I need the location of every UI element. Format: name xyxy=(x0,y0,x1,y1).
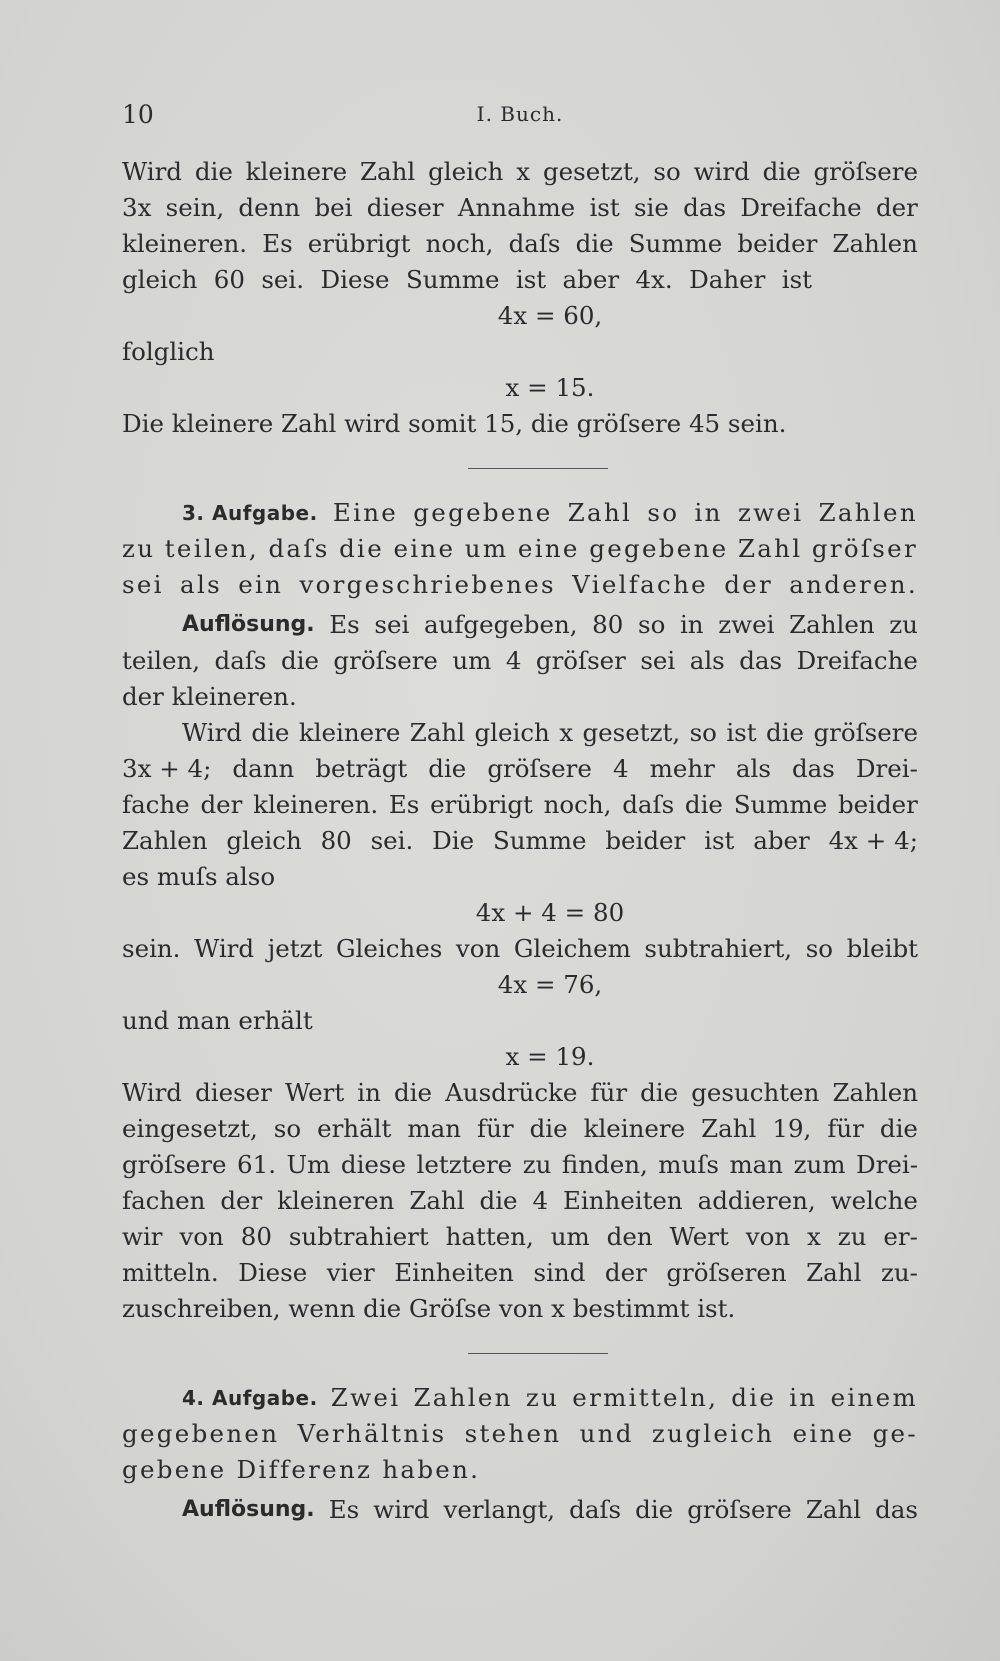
word: Zahl xyxy=(360,157,416,186)
word: zwei xyxy=(718,610,775,639)
word: 4 xyxy=(505,646,522,675)
word: von xyxy=(455,934,501,963)
word: zu xyxy=(837,1222,867,1251)
word: aber xyxy=(562,265,620,294)
word: Vielfache xyxy=(572,570,708,599)
word: wird xyxy=(373,1495,430,1524)
word: sein. xyxy=(122,934,181,963)
text-line xyxy=(122,1219,918,1255)
word: Wert xyxy=(284,1078,345,1107)
word: als xyxy=(180,570,222,599)
word: so xyxy=(653,157,681,186)
word: Wird xyxy=(194,934,255,963)
word: gröſsere xyxy=(813,157,918,186)
word: eine xyxy=(792,1419,855,1448)
word: ist xyxy=(704,826,735,855)
word: einem xyxy=(830,1383,918,1412)
word: vorgeschriebenes xyxy=(299,570,556,599)
word: von xyxy=(745,1222,791,1251)
word: 61. xyxy=(237,1150,276,1179)
word: Zahlen xyxy=(832,229,918,258)
text-line: folglich xyxy=(122,337,215,366)
word: subtrahiert xyxy=(288,1222,429,1251)
word: zu xyxy=(889,610,918,639)
task-heading-line xyxy=(122,495,918,531)
word: daſs xyxy=(268,534,330,563)
text-line xyxy=(122,643,918,679)
word: die xyxy=(251,718,290,747)
word: ist xyxy=(726,718,757,747)
word: Zahlen xyxy=(789,610,875,639)
word: kleinere xyxy=(245,157,348,186)
word: gesetzt, xyxy=(542,157,641,186)
word: die xyxy=(280,646,319,675)
task-heading-line xyxy=(122,1380,918,1416)
word: Zahl xyxy=(409,718,466,747)
word: man xyxy=(407,1114,461,1143)
word: subtrahiert, xyxy=(644,934,793,963)
word: 19, xyxy=(772,1114,812,1143)
word: das xyxy=(791,754,835,783)
page-number: 10 xyxy=(122,100,154,129)
text-line: der kleineren. xyxy=(122,682,297,711)
equation: 4x = 76, xyxy=(497,970,603,999)
word: die xyxy=(879,1114,918,1143)
word: hatten, xyxy=(445,1222,534,1251)
word: Die xyxy=(432,826,475,855)
word: Es xyxy=(329,610,360,639)
word: bleibt xyxy=(846,934,918,963)
word: Zwei xyxy=(330,1383,401,1412)
word: stehen xyxy=(464,1419,562,1448)
word: dann xyxy=(232,754,295,783)
word: fachen xyxy=(122,1186,206,1215)
word: gegebene xyxy=(589,534,729,563)
word: zum xyxy=(793,1150,846,1179)
word: Zahlen xyxy=(832,1078,918,1107)
word: Wird xyxy=(182,718,242,747)
word: um xyxy=(464,534,509,563)
word: Eine xyxy=(332,498,399,527)
word: Zahl xyxy=(805,1495,862,1524)
word: 4 xyxy=(532,1186,549,1215)
word: das xyxy=(875,1495,918,1524)
word: zu xyxy=(522,1150,552,1179)
word: daſs xyxy=(622,790,675,819)
word: Um xyxy=(286,1150,331,1179)
word: in xyxy=(679,610,704,639)
word: gesetzt, xyxy=(582,718,681,747)
word: daſs xyxy=(214,646,267,675)
solution-heading-line xyxy=(122,1492,918,1528)
word: aber xyxy=(753,826,810,855)
word: kleineren. xyxy=(122,229,248,258)
equation: 4x = 60, xyxy=(497,301,603,330)
word: anderen. xyxy=(789,570,918,599)
word: sei. xyxy=(370,826,414,855)
word: beider xyxy=(837,790,918,819)
text-line xyxy=(122,1111,918,1147)
word: der xyxy=(604,1258,647,1287)
word: gleich xyxy=(122,265,198,294)
word: dieser xyxy=(366,193,444,222)
word: Summe xyxy=(405,265,500,294)
word: fache xyxy=(122,790,190,819)
word: Diese xyxy=(238,1258,308,1287)
task-label: 4. Aufgabe. xyxy=(182,1386,318,1410)
word: Summe xyxy=(492,826,587,855)
word: addieren, xyxy=(697,1186,816,1215)
word: Summe xyxy=(733,790,828,819)
word: kleinere xyxy=(298,718,401,747)
word: 80 xyxy=(592,610,624,639)
word: zu xyxy=(525,1383,560,1412)
word: die xyxy=(575,229,614,258)
word: ist xyxy=(515,265,547,294)
word: den xyxy=(606,1222,653,1251)
word: sei xyxy=(122,570,164,599)
word: als xyxy=(689,646,725,675)
word: gleich xyxy=(474,718,550,747)
word: bei xyxy=(314,193,353,222)
word: beider xyxy=(737,229,818,258)
word: 4x + 4; xyxy=(828,826,918,855)
text-line xyxy=(122,931,918,967)
word: ist xyxy=(589,193,620,222)
text-line xyxy=(122,1183,918,1219)
word: teilen, xyxy=(122,646,201,675)
word: gesuchten xyxy=(691,1078,820,1107)
word: sei xyxy=(640,646,676,675)
word: erübrigt xyxy=(307,229,411,258)
word: gröſsere xyxy=(687,1495,792,1524)
word: wir xyxy=(122,1222,163,1251)
word: und xyxy=(579,1419,634,1448)
word: eingesetzt, xyxy=(122,1114,258,1143)
word: gegebene xyxy=(413,498,553,527)
word: so xyxy=(689,718,717,747)
equation: 4x + 4 = 80 xyxy=(475,898,625,927)
text-line xyxy=(122,531,918,567)
word: Dreifache xyxy=(740,193,862,222)
word: um xyxy=(550,1222,590,1251)
text-line xyxy=(122,1147,918,1183)
word: das xyxy=(683,193,727,222)
word: welche xyxy=(830,1186,918,1215)
word: der xyxy=(875,193,918,222)
word: Einheiten xyxy=(394,1258,514,1287)
word: 3x + 4; xyxy=(122,754,212,783)
word: Drei- xyxy=(856,1150,918,1179)
equation: x = 19. xyxy=(505,1042,595,1071)
word: die xyxy=(731,1383,777,1412)
word: Drei- xyxy=(855,754,918,783)
word: die xyxy=(640,1078,679,1107)
word: Zahlen xyxy=(818,498,918,527)
word: Es xyxy=(328,1495,360,1524)
word: jetzt xyxy=(267,934,323,963)
solution-label: Auflösung. xyxy=(182,612,315,637)
word: gleich xyxy=(226,826,302,855)
word: Daher xyxy=(689,265,766,294)
text-line xyxy=(122,751,918,787)
word: gröſsere xyxy=(813,718,918,747)
word: das xyxy=(739,646,783,675)
word: zugleich xyxy=(651,1419,775,1448)
section-divider xyxy=(468,1353,608,1354)
word: Wert xyxy=(669,1222,729,1251)
word: in xyxy=(789,1383,818,1412)
word: Annahme xyxy=(457,193,576,222)
word: mitteln. xyxy=(122,1258,219,1287)
word: die xyxy=(339,534,384,563)
word: finden, xyxy=(561,1150,648,1179)
text-line xyxy=(122,715,918,751)
text-line xyxy=(122,1075,918,1111)
word: 3x xyxy=(122,193,152,222)
text-line: und man erhält xyxy=(122,1006,313,1035)
word: denn xyxy=(238,193,301,222)
word: x xyxy=(516,157,531,186)
page-body xyxy=(122,154,918,1528)
word: in xyxy=(357,1078,381,1107)
solution-heading-line xyxy=(122,607,918,643)
word: so xyxy=(273,1114,302,1143)
task-label: 3. Aufgabe. xyxy=(182,501,318,525)
word: Zahl xyxy=(409,1186,465,1215)
word: ermitteln, xyxy=(572,1383,719,1412)
text-line xyxy=(122,567,918,603)
text-line: es muſs also xyxy=(122,862,276,891)
text-line xyxy=(122,262,812,298)
word: der xyxy=(200,790,243,819)
word: für xyxy=(590,1078,628,1107)
word: 60 xyxy=(213,265,245,294)
word: sei. xyxy=(261,265,305,294)
word: die xyxy=(529,1114,568,1143)
word: sei xyxy=(374,610,410,639)
word: zu- xyxy=(880,1258,918,1287)
word: gegebenen xyxy=(122,1419,280,1448)
word: als xyxy=(735,754,771,783)
word: kleinere xyxy=(583,1114,686,1143)
word: erübrigt xyxy=(430,790,533,819)
word: kleineren xyxy=(277,1186,395,1215)
word: die xyxy=(635,1495,674,1524)
word: dieser xyxy=(195,1078,272,1107)
word: letztere xyxy=(416,1150,513,1179)
text-line xyxy=(122,226,918,262)
word: 4 xyxy=(612,754,629,783)
word: Es xyxy=(262,229,293,258)
word: diese xyxy=(340,1150,406,1179)
word: für xyxy=(827,1114,864,1143)
word: gleich xyxy=(428,157,504,186)
text-line: Die kleinere Zahl wird somit 15, die gröſsere 45 sein. xyxy=(122,409,787,438)
text-line xyxy=(122,190,918,226)
word: mehr xyxy=(649,754,715,783)
word: x xyxy=(807,1222,821,1251)
word: gröſseren xyxy=(666,1258,787,1287)
text-line xyxy=(122,787,918,823)
word: gröſsere xyxy=(487,754,592,783)
section-divider xyxy=(468,468,608,469)
word: erhält xyxy=(317,1114,392,1143)
word: aufgegeben, xyxy=(423,610,578,639)
word: Summe xyxy=(628,229,723,258)
equation: x = 15. xyxy=(505,373,595,402)
word: Gleiches xyxy=(335,934,443,963)
word: Ausdrücke xyxy=(445,1078,578,1107)
word: Zahl xyxy=(567,498,633,527)
word: die xyxy=(684,790,723,819)
word: für xyxy=(477,1114,514,1143)
word: die xyxy=(762,157,801,186)
word: Verhältnis xyxy=(297,1419,447,1448)
word: in xyxy=(694,498,723,527)
word: Gleichem xyxy=(513,934,631,963)
word: noch, xyxy=(543,790,612,819)
word: wird xyxy=(693,157,750,186)
word: vier xyxy=(326,1258,375,1287)
word: eine xyxy=(517,534,580,563)
word: gröſsere xyxy=(333,646,438,675)
word: Wird xyxy=(122,1078,182,1107)
running-head: I. Buch. xyxy=(476,102,564,126)
word: Zahlen xyxy=(413,1383,513,1412)
word: so xyxy=(638,610,666,639)
text-line xyxy=(122,1416,918,1452)
word: Zahl xyxy=(806,1258,862,1287)
word: daſs xyxy=(569,1495,622,1524)
word: so xyxy=(805,934,834,963)
word: man xyxy=(729,1150,784,1179)
word: die xyxy=(766,718,805,747)
text-line xyxy=(122,823,918,859)
word: von xyxy=(179,1222,224,1251)
word: beider xyxy=(605,826,686,855)
word: die xyxy=(393,1078,433,1107)
word: so xyxy=(647,498,680,527)
word: sind xyxy=(533,1258,586,1287)
word: kleineren. xyxy=(253,790,379,819)
word: 80 xyxy=(320,826,352,855)
word: ein xyxy=(238,570,284,599)
word: die xyxy=(479,1186,518,1215)
word: sein, xyxy=(165,193,225,222)
word: er- xyxy=(883,1222,918,1251)
word: gröſsere xyxy=(122,1150,227,1179)
text-line: gebene Differenz haben. xyxy=(122,1455,481,1484)
solution-label: Auflösung. xyxy=(182,1497,315,1522)
word: gröſser xyxy=(811,534,918,563)
text-line: zuschreiben, wenn die Gröſse von x bestimmt ist. xyxy=(122,1294,736,1323)
word: Zahlen xyxy=(122,826,208,855)
word: gröſser xyxy=(535,646,626,675)
word: Zahl xyxy=(701,1114,757,1143)
word: 4x. xyxy=(635,265,673,294)
word: beträgt xyxy=(315,754,408,783)
word: sie xyxy=(633,193,669,222)
word: muſs xyxy=(658,1150,719,1179)
word: ist xyxy=(781,265,812,294)
word: Es xyxy=(388,790,420,819)
word: daſs xyxy=(508,229,561,258)
word: zu xyxy=(122,534,156,563)
text-line xyxy=(122,154,918,190)
page-header xyxy=(122,100,918,136)
word: ge- xyxy=(872,1419,918,1448)
text-line xyxy=(122,1255,918,1291)
word: Wird xyxy=(122,157,182,186)
word: eine xyxy=(393,534,456,563)
word: Einheiten xyxy=(562,1186,683,1215)
word: 80 xyxy=(240,1222,272,1251)
word: um xyxy=(452,646,492,675)
word: der xyxy=(220,1186,263,1215)
word: x xyxy=(559,718,574,747)
word: der xyxy=(724,570,773,599)
word: die xyxy=(194,157,233,186)
word: die xyxy=(428,754,467,783)
word: Zahl xyxy=(737,534,803,563)
word: Diese xyxy=(320,265,390,294)
word: zwei xyxy=(737,498,804,527)
word: noch, xyxy=(425,229,494,258)
word: Dreifache xyxy=(796,646,918,675)
word: teilen, xyxy=(164,534,259,563)
word: verlangt, xyxy=(443,1495,556,1524)
